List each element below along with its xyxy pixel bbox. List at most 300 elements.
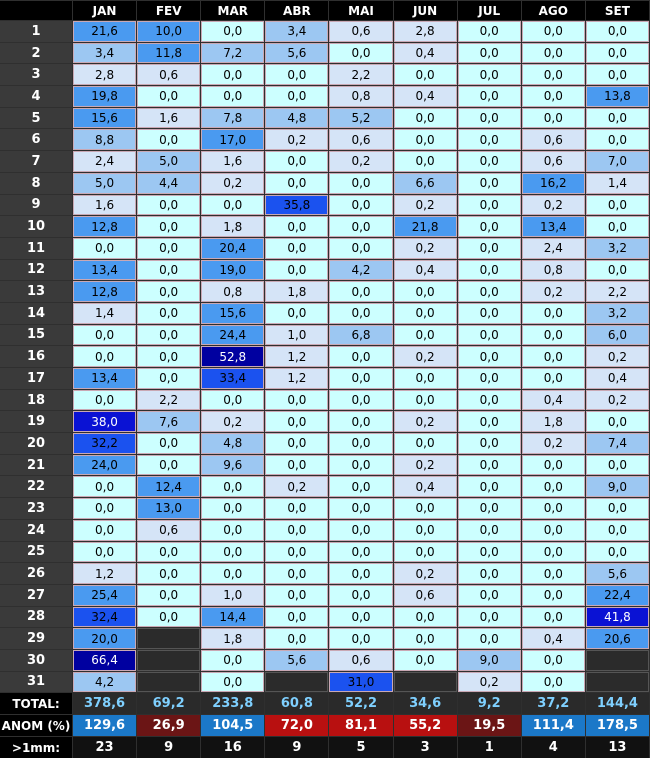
rain-cell: 0,6 [329,21,392,42]
rain-cell: 0,0 [265,628,328,649]
day-label: 22 [0,476,72,497]
rain-cell: 32,2 [73,433,136,454]
rain-cell: 0,0 [458,368,521,389]
rain-cell: 0,0 [458,86,521,107]
rain-cell: 0,4 [586,368,649,389]
rain-cell: 0,4 [522,628,585,649]
rain-cell: 0,0 [201,64,264,85]
rain-cell: 1,8 [265,281,328,302]
rain-cell: 3,2 [586,303,649,324]
rain-cell: 2,2 [137,390,200,411]
day-label: 23 [0,498,72,519]
rain-cell: 0,0 [201,390,264,411]
month-header-set: SET [586,1,649,20]
rain-cell: 6,0 [586,325,649,346]
day-label: 15 [0,325,72,346]
month-header-ago: AGO [522,1,585,20]
rain-cell: 0,0 [394,498,457,519]
rain-cell: 0,0 [586,108,649,129]
rain-cell: 0,0 [137,455,200,476]
total-value: 144,4 [586,693,649,714]
month-header-mar: MAR [201,1,264,20]
rain-cell: 0,0 [265,173,328,194]
rain-cell: 0,0 [265,563,328,584]
month-header-abr: ABR [265,1,328,20]
rain-cell: 0,0 [201,21,264,42]
rain-cell: 0,0 [265,151,328,172]
rain-cell: 2,4 [73,151,136,172]
rain-cell: 0,0 [73,542,136,563]
rain-cell: 0,0 [522,650,585,671]
rain-cell: 0,0 [329,281,392,302]
day-label: 6 [0,129,72,150]
rain-cell: 1,6 [73,195,136,216]
total-value: 34,6 [394,693,457,714]
rain-cell: 0,0 [522,520,585,541]
rain-cell: 0,0 [265,498,328,519]
rain-cell: 0,0 [394,108,457,129]
total-value: 60,8 [265,693,328,714]
rain-cell: 0,0 [458,346,521,367]
rain-cell: 0,0 [137,129,200,150]
rain-cell: 0,0 [329,195,392,216]
rain-cell: 0,0 [394,303,457,324]
day-label: 20 [0,433,72,454]
rain-cell: 0,0 [265,260,328,281]
rain-cell: 0,0 [586,216,649,237]
rain-cell: 0,0 [137,542,200,563]
rain-cell: 0,2 [522,433,585,454]
rain-cell: 0,0 [137,346,200,367]
rain-cell: 24,0 [73,455,136,476]
rain-cell: 12,8 [73,281,136,302]
rain-cell: 0,8 [522,260,585,281]
total-value: 378,6 [73,693,136,714]
rain-cell: 0,0 [394,520,457,541]
rain-cell: 13,4 [73,368,136,389]
rain-cell: 0,0 [522,368,585,389]
rain-cell: 0,0 [137,281,200,302]
rain-cell: 0,0 [458,476,521,497]
rain-cell: 14,4 [201,607,264,628]
rain-cell: 2,8 [394,21,457,42]
count-value: 5 [329,737,392,758]
rain-cell: 0,8 [329,86,392,107]
day-label: 21 [0,455,72,476]
total-value: 52,2 [329,693,392,714]
total-value: 37,2 [522,693,585,714]
rain-cell: 0,0 [137,216,200,237]
rain-cell: 0,0 [458,260,521,281]
rain-cell: 0,0 [586,498,649,519]
rain-cell: 24,4 [201,325,264,346]
rain-cell: 0,0 [394,433,457,454]
day-label: 2 [0,43,72,64]
day-label: 25 [0,542,72,563]
rain-cell: 0,0 [394,607,457,628]
rain-cell: 0,0 [137,86,200,107]
rain-cell: 4,8 [265,108,328,129]
day-label: 31 [0,672,72,693]
rain-cell [137,672,200,693]
day-label: 10 [0,216,72,237]
rain-cell: 0,0 [586,542,649,563]
rain-cell: 0,0 [265,64,328,85]
day-label: 8 [0,173,72,194]
rain-cell: 5,6 [586,563,649,584]
rain-cell: 0,0 [394,542,457,563]
rain-cell: 0,6 [394,585,457,606]
rain-cell: 0,0 [329,390,392,411]
rain-cell: 0,4 [522,390,585,411]
rain-cell: 0,0 [394,151,457,172]
rain-cell: 0,0 [458,628,521,649]
rain-cell: 0,0 [73,390,136,411]
rain-cell: 0,0 [458,303,521,324]
rain-cell: 7,2 [201,43,264,64]
anom-value: 129,6 [73,715,136,736]
rain-cell: 1,6 [137,108,200,129]
rain-cell: 0,0 [522,542,585,563]
rain-cell: 0,0 [329,628,392,649]
rain-cell: 0,0 [265,238,328,259]
rain-cell: 0,2 [394,346,457,367]
count-value: 23 [73,737,136,758]
rain-cell: 0,2 [394,195,457,216]
rain-cell: 0,2 [394,238,457,259]
rain-cell: 0,0 [329,303,392,324]
rain-cell: 0,6 [329,129,392,150]
rain-cell [586,672,649,693]
month-header-jan: JAN [73,1,136,20]
rain-cell: 13,8 [586,86,649,107]
day-label: 13 [0,281,72,302]
rain-cell: 0,0 [201,498,264,519]
rain-cell: 21,6 [73,21,136,42]
rain-cell: 0,0 [394,129,457,150]
rain-cell: 0,0 [522,498,585,519]
rain-cell: 0,0 [329,476,392,497]
rain-cell: 41,8 [586,607,649,628]
total-label: TOTAL: [0,693,72,714]
rain-cell: 0,0 [73,346,136,367]
rain-cell: 0,0 [137,607,200,628]
rain-cell: 0,0 [137,260,200,281]
rain-cell: 0,0 [137,325,200,346]
rain-cell: 0,2 [522,281,585,302]
rain-cell: 1,8 [201,628,264,649]
rain-cell: 9,0 [586,476,649,497]
rain-cell: 0,6 [137,64,200,85]
anom-label: ANOM (%) [0,715,72,736]
rain-cell: 0,0 [329,563,392,584]
rain-cell: 0,0 [458,238,521,259]
rain-cell: 0,0 [458,151,521,172]
month-header-jul: JUL [458,1,521,20]
rain-cell [586,650,649,671]
rain-cell: 0,4 [394,43,457,64]
rain-cell: 0,0 [522,303,585,324]
day-label: 27 [0,585,72,606]
rain-cell: 25,4 [73,585,136,606]
rain-cell: 0,0 [329,498,392,519]
rain-cell: 5,2 [329,108,392,129]
count-value: 9 [137,737,200,758]
rain-cell: 0,0 [329,455,392,476]
rain-cell: 16,2 [522,173,585,194]
rain-cell: 0,0 [394,368,457,389]
day-label: 16 [0,346,72,367]
month-header-jun: JUN [394,1,457,20]
rain-cell: 35,8 [265,195,328,216]
rain-cell: 1,2 [265,346,328,367]
rain-cell: 31,0 [329,672,392,693]
rain-cell: 0,2 [586,346,649,367]
count-value: 9 [265,737,328,758]
rain-cell: 1,0 [201,585,264,606]
rain-cell: 0,2 [394,455,457,476]
day-label: 14 [0,303,72,324]
rain-cell: 12,4 [137,476,200,497]
rain-cell: 33,4 [201,368,264,389]
rain-cell: 22,4 [586,585,649,606]
day-label: 11 [0,238,72,259]
rain-cell: 0,0 [458,433,521,454]
rain-cell: 0,0 [458,520,521,541]
rain-cell: 0,0 [329,368,392,389]
rain-cell: 0,0 [265,520,328,541]
rain-cell: 1,2 [265,368,328,389]
rain-cell: 0,0 [265,303,328,324]
rain-cell: 0,2 [201,411,264,432]
rain-cell: 0,0 [458,64,521,85]
rain-cell: 6,6 [394,173,457,194]
rain-cell: 15,6 [201,303,264,324]
rain-cell: 19,0 [201,260,264,281]
rain-cell: 0,0 [265,455,328,476]
rain-cell: 13,4 [73,260,136,281]
rain-cell: 0,0 [265,390,328,411]
rain-cell [137,628,200,649]
rain-cell: 2,8 [73,64,136,85]
rain-cell: 0,0 [329,216,392,237]
rain-cell: 0,8 [201,281,264,302]
rain-cell: 0,0 [586,43,649,64]
rain-cell: 0,0 [394,650,457,671]
rain-cell: 9,6 [201,455,264,476]
rain-cell: 4,4 [137,173,200,194]
rain-cell: 0,2 [522,195,585,216]
month-header-fev: FEV [137,1,200,20]
rain-cell: 0,0 [137,303,200,324]
rain-cell: 0,2 [201,173,264,194]
rain-cell: 0,0 [522,325,585,346]
rain-cell: 0,0 [201,195,264,216]
rain-cell: 0,4 [394,260,457,281]
rain-cell: 0,0 [137,585,200,606]
rain-cell: 0,0 [458,542,521,563]
rain-cell: 0,0 [458,585,521,606]
rain-cell: 5,0 [137,151,200,172]
rain-cell: 0,0 [522,455,585,476]
rain-cell: 0,0 [137,195,200,216]
rain-cell: 0,0 [458,607,521,628]
rain-cell: 0,0 [458,21,521,42]
rain-cell: 17,0 [201,129,264,150]
rain-cell: 0,0 [201,650,264,671]
rain-cell: 0,0 [201,542,264,563]
day-label: 18 [0,390,72,411]
rain-cell: 0,4 [394,86,457,107]
rain-cell: 0,0 [458,325,521,346]
rain-cell: 0,0 [73,325,136,346]
rain-cell: 0,0 [265,216,328,237]
rain-cell: 0,0 [586,64,649,85]
rain-cell: 32,4 [73,607,136,628]
day-label: 1 [0,21,72,42]
rain-cell: 0,0 [137,368,200,389]
day-label: 24 [0,520,72,541]
rain-cell: 0,0 [137,563,200,584]
rain-cell: 3,2 [586,238,649,259]
rain-cell: 0,0 [586,520,649,541]
rain-cell: 0,0 [201,476,264,497]
rain-cell: 5,0 [73,173,136,194]
rain-cell: 1,0 [265,325,328,346]
anom-value: 111,4 [522,715,585,736]
rain-cell: 0,0 [265,607,328,628]
count-label: >1mm: [0,737,72,758]
rain-cell: 4,2 [73,672,136,693]
count-value: 16 [201,737,264,758]
rain-cell: 0,0 [394,628,457,649]
rain-cell: 0,0 [458,390,521,411]
rain-cell: 21,8 [394,216,457,237]
rain-cell: 0,2 [329,151,392,172]
rain-cell: 0,0 [586,455,649,476]
rain-cell: 13,4 [522,216,585,237]
rain-cell: 0,0 [394,325,457,346]
rain-cell: 8,8 [73,129,136,150]
rain-cell: 19,8 [73,86,136,107]
rain-cell: 0,6 [522,151,585,172]
rain-cell: 0,0 [265,542,328,563]
anom-value: 81,1 [329,715,392,736]
rain-cell: 0,0 [522,585,585,606]
rain-cell: 0,0 [458,563,521,584]
anom-value: 104,5 [201,715,264,736]
rain-cell [394,672,457,693]
total-value: 9,2 [458,693,521,714]
rain-cell: 4,2 [329,260,392,281]
rain-cell: 0,0 [329,238,392,259]
rain-cell: 0,0 [458,281,521,302]
rain-cell: 0,0 [458,173,521,194]
total-value: 233,8 [201,693,264,714]
rain-cell: 20,4 [201,238,264,259]
rain-cell: 0,2 [265,476,328,497]
rain-cell: 0,0 [329,607,392,628]
rain-cell: 5,6 [265,43,328,64]
rain-cell: 0,0 [73,520,136,541]
rain-cell: 0,0 [394,64,457,85]
rain-cell: 0,0 [458,195,521,216]
rain-cell: 0,0 [522,476,585,497]
rain-cell: 11,8 [137,43,200,64]
rain-cell: 52,8 [201,346,264,367]
rain-cell: 0,2 [394,563,457,584]
anom-value: 55,2 [394,715,457,736]
rain-cell: 0,0 [137,433,200,454]
rain-cell: 0,0 [73,238,136,259]
day-label: 28 [0,607,72,628]
rain-cell: 0,0 [522,563,585,584]
rain-cell: 0,6 [137,520,200,541]
rain-cell: 0,0 [458,129,521,150]
rain-cell: 0,0 [73,498,136,519]
rain-cell: 1,6 [201,151,264,172]
rain-cell: 4,8 [201,433,264,454]
rain-cell: 0,0 [522,21,585,42]
count-value: 3 [394,737,457,758]
anom-value: 178,5 [586,715,649,736]
day-label: 30 [0,650,72,671]
rain-cell: 13,0 [137,498,200,519]
rain-cell: 0,0 [522,86,585,107]
day-label: 5 [0,108,72,129]
rain-cell: 0,0 [265,86,328,107]
rain-cell: 5,6 [265,650,328,671]
rain-cell [265,672,328,693]
total-value: 69,2 [137,693,200,714]
rain-cell: 15,6 [73,108,136,129]
rain-cell: 20,6 [586,628,649,649]
count-value: 1 [458,737,521,758]
rain-cell: 0,0 [458,43,521,64]
rain-cell: 1,4 [586,173,649,194]
rain-cell: 1,8 [522,411,585,432]
rain-cell: 0,0 [329,520,392,541]
rain-cell: 0,2 [394,411,457,432]
rain-cell: 0,4 [394,476,457,497]
day-label: 12 [0,260,72,281]
rain-cell: 0,0 [394,390,457,411]
rain-cell: 0,0 [329,173,392,194]
rain-cell: 0,0 [586,21,649,42]
day-label: 26 [0,563,72,584]
rain-cell: 0,0 [265,585,328,606]
rain-cell: 0,0 [265,433,328,454]
anom-value: 72,0 [265,715,328,736]
rain-cell: 0,0 [201,563,264,584]
rain-cell: 0,0 [265,411,328,432]
rain-cell: 0,2 [265,129,328,150]
rain-cell: 0,0 [586,260,649,281]
day-label: 9 [0,195,72,216]
rain-cell: 0,0 [586,129,649,150]
rain-cell: 0,0 [137,238,200,259]
rain-cell: 0,0 [522,607,585,628]
rain-cell: 0,0 [329,346,392,367]
rain-cell: 0,0 [522,64,585,85]
corner-header [0,1,72,20]
rain-cell: 10,0 [137,21,200,42]
rain-cell [137,650,200,671]
rain-cell: 0,0 [458,498,521,519]
rain-cell: 0,0 [522,346,585,367]
rain-cell: 7,4 [586,433,649,454]
count-value: 13 [586,737,649,758]
